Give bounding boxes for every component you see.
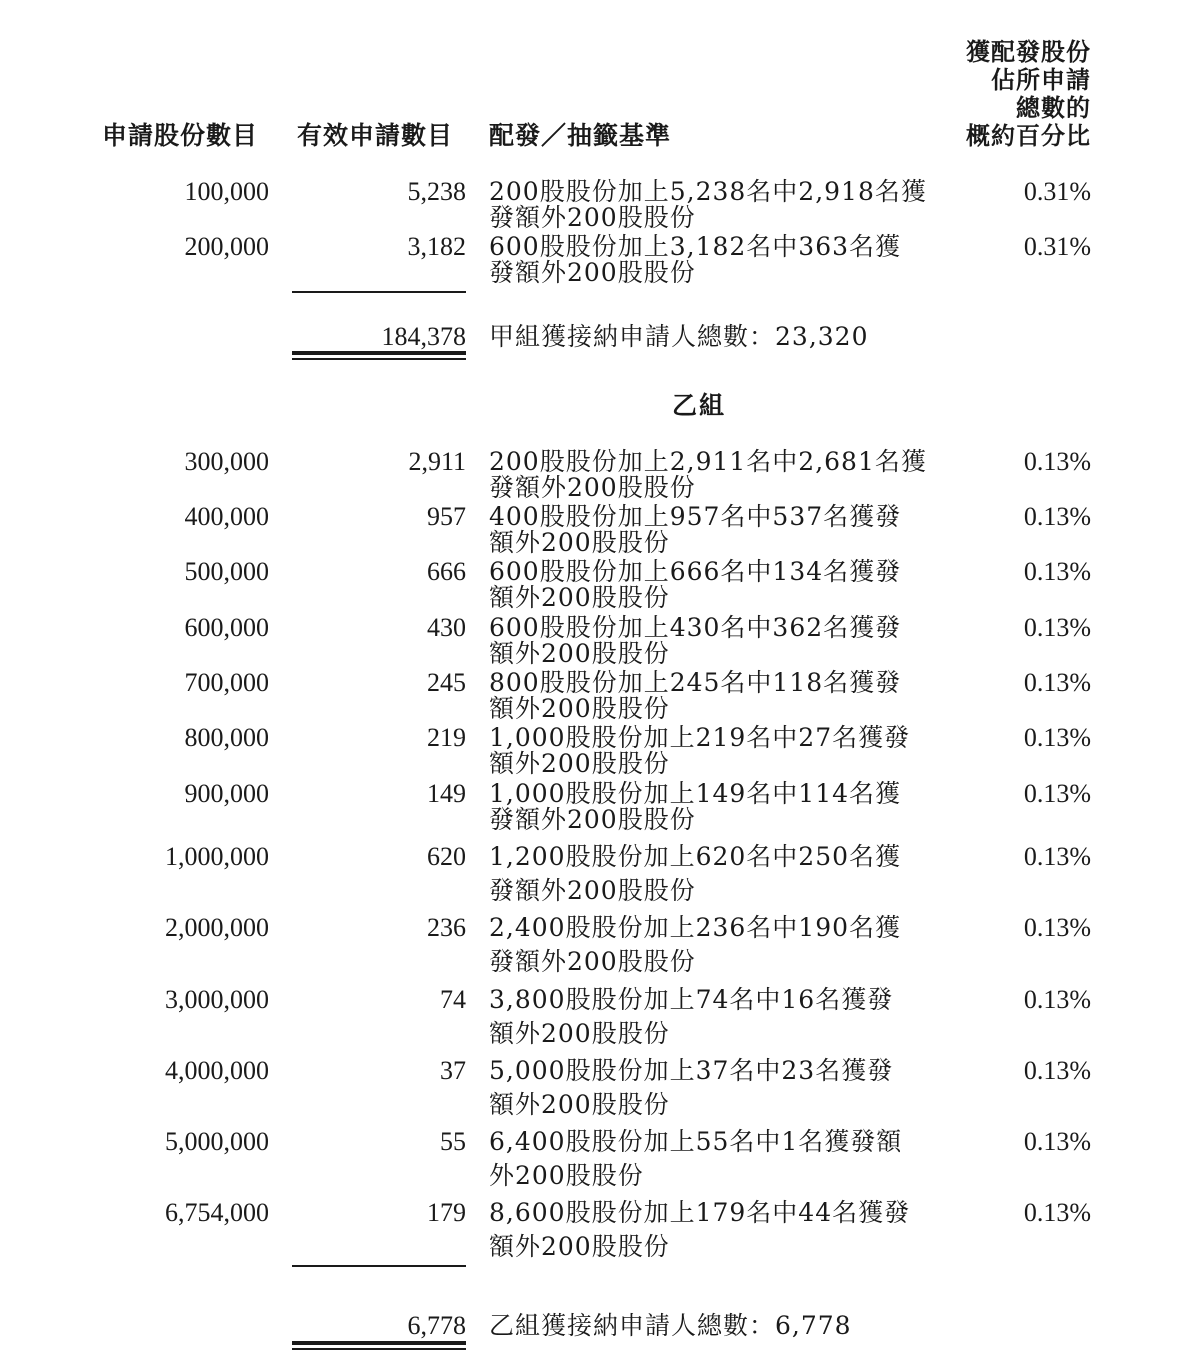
shares-applied-cell: 100,000 [184,177,269,206]
percentage-cell: 0.13% [1023,1198,1091,1227]
shares-applied-cell: 800,000 [184,723,269,752]
basis-line-1: 400股股份加上957名中537名獲發 [489,502,902,531]
valid-applications-cell: 55 [440,1127,466,1156]
basis-cell [489,448,929,502]
shares-applied-cell: 4,000,000 [165,1056,269,1085]
basis-cell [489,843,929,905]
valid-applications-cell: 219 [427,723,466,752]
percentage-cell: 0.13% [1023,779,1091,808]
basis-line-2: 發額外200股股份 [489,203,696,232]
double-rule-line-2 [292,358,466,360]
basis-line-2: 額外200股股份 [489,1232,670,1261]
group-a-total-valid: 184,378 [381,322,466,351]
basis-line-2: 發額外200股股份 [489,805,696,834]
basis-line-2: 額外200股股份 [489,694,670,723]
shares-applied-cell: 5,000,000 [165,1127,269,1156]
shares-applied-cell: 700,000 [184,668,269,697]
group-b-title: 乙組 [672,391,727,420]
basis-line-2: 額外200股股份 [489,749,670,778]
shares-applied-cell: 200,000 [184,232,269,261]
percentage-cell: 0.13% [1023,1127,1091,1156]
shares-applied-cell: 300,000 [184,447,269,476]
valid-applications-cell: 179 [427,1198,466,1227]
basis-line-2: 外200股股份 [489,1161,644,1190]
basis-cell [489,614,929,668]
valid-applications-cell: 149 [427,779,466,808]
basis-line-2: 發額外200股股份 [489,876,696,905]
basis-cell [489,503,929,557]
shares-applied-cell: 1,000,000 [165,842,269,871]
shares-applied-cell: 600,000 [184,613,269,642]
double-rule-line-1 [292,351,466,355]
basis-line-2: 額外200股股份 [489,1090,670,1119]
percentage-cell: 0.13% [1023,557,1091,586]
basis-cell [489,669,929,723]
double-rule-line-1 [292,1341,466,1345]
percentage-cell: 0.13% [1023,668,1091,697]
valid-applications-cell: 3,182 [407,232,466,261]
basis-line-1: 1,000股股份加上149名中114名獲 [489,779,902,808]
valid-applications-cell: 666 [427,557,466,586]
group-a-total-label: 甲組獲接納申請人總數：23,320 [489,322,869,351]
basis-line-1: 2,400股股份加上236名中190名獲 [489,913,902,942]
basis-line-1: 5,000股股份加上37名中23名獲發 [489,1056,894,1085]
valid-applications-cell: 245 [427,668,466,697]
subtotal-rule [292,1265,466,1267]
basis-line-2: 發額外200股股份 [489,258,696,287]
percentage-cell: 0.13% [1023,842,1091,871]
total-double-rule [292,351,466,361]
header-pct-line-4: 概約百分比 [966,122,1091,150]
basis-cell [489,178,929,232]
basis-line-2: 額外200股股份 [489,528,670,557]
basis-line-1: 200股股份加上2,911名中2,681名獲 [489,447,927,476]
valid-applications-cell: 74 [440,985,466,1014]
basis-line-2: 發額外200股股份 [489,947,696,976]
shares-applied-cell: 400,000 [184,502,269,531]
total-double-rule [292,1341,466,1351]
shares-applied-cell: 500,000 [184,557,269,586]
header-shares-applied: 申請股份數目 [102,121,259,150]
basis-line-1: 600股股份加上430名中362名獲發 [489,613,902,642]
basis-line-2: 額外200股股份 [489,639,670,668]
percentage-cell: 0.13% [1023,1056,1091,1085]
shares-applied-cell: 6,754,000 [165,1198,269,1227]
header-pct-line-2: 佔所申請 [991,66,1091,94]
percentage-cell: 0.13% [1023,613,1091,642]
percentage-cell: 0.13% [1023,502,1091,531]
basis-cell [489,558,929,612]
basis-cell [489,724,929,778]
basis-cell [489,1199,929,1261]
header-valid-applications: 有效申請數目 [297,121,454,150]
basis-line-1: 600股股份加上666名中134名獲發 [489,557,902,586]
basis-line-1: 600股股份加上3,182名中363名獲 [489,232,902,261]
valid-applications-cell: 430 [427,613,466,642]
percentage-cell: 0.13% [1023,447,1091,476]
basis-line-1: 1,200股股份加上620名中250名獲 [489,842,902,871]
basis-line-1: 1,000股股份加上219名中27名獲發 [489,723,911,752]
shares-applied-cell: 3,000,000 [165,985,269,1014]
basis-cell [489,1128,929,1190]
valid-applications-cell: 236 [427,913,466,942]
basis-line-1: 800股股份加上245名中118名獲發 [489,668,902,697]
basis-line-2: 額外200股股份 [489,1019,670,1048]
group-b-total-label: 乙組獲接納申請人總數：6,778 [489,1311,852,1340]
basis-line-1: 6,400股股份加上55名中1名獲發額 [489,1127,903,1156]
percentage-cell: 0.13% [1023,985,1091,1014]
basis-cell [489,233,929,287]
basis-line-1: 8,600股股份加上179名中44名獲發 [489,1198,911,1227]
basis-line-1: 3,800股股份加上74名中16名獲發 [489,985,894,1014]
header-basis: 配發／抽籤基準 [489,121,672,150]
valid-applications-cell: 620 [427,842,466,871]
basis-cell [489,780,929,834]
percentage-cell: 0.13% [1023,723,1091,752]
basis-line-2: 額外200股股份 [489,583,670,612]
percentage-cell: 0.31% [1023,177,1091,206]
double-rule-line-2 [292,1348,466,1350]
basis-cell [489,914,929,976]
shares-applied-cell: 2,000,000 [165,913,269,942]
header-percentage [966,38,1091,150]
group-b-total-valid: 6,778 [407,1311,466,1340]
valid-applications-cell: 2,911 [408,447,466,476]
valid-applications-cell: 957 [427,502,466,531]
valid-applications-cell: 37 [440,1056,466,1085]
basis-cell [489,986,929,1048]
basis-line-1: 200股股份加上5,238名中2,918名獲 [489,177,927,206]
basis-cell [489,1057,929,1119]
percentage-cell: 0.31% [1023,232,1091,261]
header-pct-line-1: 獲配發股份 [966,38,1091,66]
header-pct-line-3: 總數的 [1016,94,1091,122]
percentage-cell: 0.13% [1023,913,1091,942]
valid-applications-cell: 5,238 [407,177,466,206]
shares-applied-cell: 900,000 [184,779,269,808]
basis-line-2: 發額外200股股份 [489,473,696,502]
subtotal-rule [292,291,466,293]
